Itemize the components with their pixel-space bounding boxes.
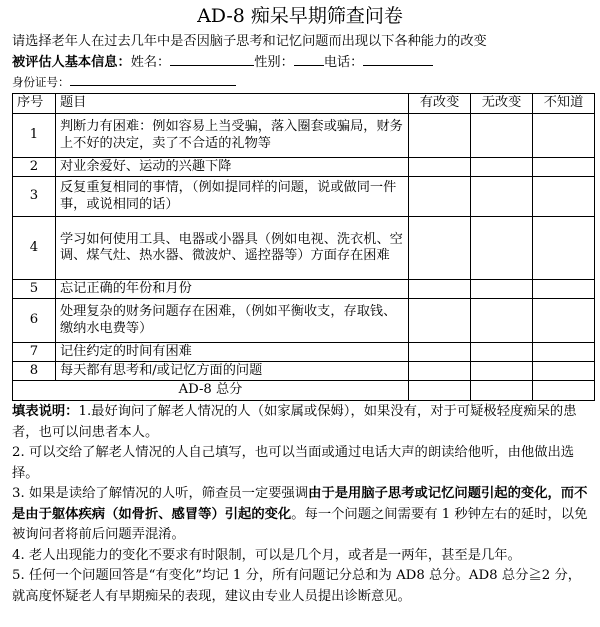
answer-unchanged-cell[interactable]	[471, 177, 533, 217]
basic-info-line	[12, 52, 433, 72]
answer-unknown-cell[interactable]	[533, 114, 595, 158]
table-row	[13, 299, 595, 343]
row-question: 记住约定的时间有困难	[56, 343, 409, 362]
answer-unchanged-cell[interactable]	[471, 299, 533, 343]
row-num: 2	[13, 158, 56, 177]
header-num: 序号	[13, 94, 56, 114]
row-num: 5	[13, 280, 56, 299]
row-question: 忘记正确的年份和月份	[56, 280, 409, 299]
table-row	[13, 217, 595, 280]
row-question: 处理复杂的财务问题存在困难，（例如平衡收支，存取钱、缴纳水电费等）	[56, 299, 409, 343]
header-question: 题目	[56, 94, 409, 114]
answer-unchanged-cell[interactable]	[471, 362, 533, 381]
total-row	[13, 381, 595, 401]
header-changed: 有改变	[409, 94, 471, 114]
notes-heading: 填表说明：	[12, 404, 79, 419]
header-unknown: 不知道	[533, 94, 595, 114]
row-num: 4	[13, 217, 56, 280]
row-num: 1	[13, 114, 56, 158]
answer-unchanged-cell[interactable]	[471, 343, 533, 362]
note-5: 5. 任何一个问题回答是“有变化”均记 1 分，所有问题记分总和为 AD8 总分。AD8 总分≧2 分，就高度怀疑老人有早期痴呆的表现，建议由专业人员提出诊断意见。	[12, 568, 582, 604]
row-num: 6	[13, 299, 56, 343]
answer-unknown-cell[interactable]	[533, 158, 595, 177]
total-unknown-cell[interactable]	[533, 381, 595, 401]
row-question: 反复重复相同的事情，（例如提同样的问题，说或做同一件事，或说相同的话）	[56, 177, 409, 217]
answer-changed-cell[interactable]	[409, 299, 471, 343]
answer-unknown-cell[interactable]	[533, 343, 595, 362]
note-4: 4. 老人出现能力的变化不要求有时限制，可以是几个月，或者是一两年，甚至是几年。	[12, 547, 521, 563]
id-label: 身份证号：	[12, 75, 70, 89]
row-question: 每天都有思考和/或记忆方面的问题	[56, 362, 409, 381]
name-label: 姓名：	[130, 55, 171, 70]
answer-unchanged-cell[interactable]	[471, 280, 533, 299]
phone-label: 电话：	[323, 55, 364, 70]
basic-info-label: 被评估人基本信息：	[12, 55, 131, 70]
answer-changed-cell[interactable]	[409, 177, 471, 217]
note-3-emphasis: 由于是用脑子思考或记忆问题引起的变化，而不是由于躯体疾病（如骨折、感冒等）引起的变化	[12, 486, 588, 522]
gender-field[interactable]	[294, 52, 324, 66]
name-field[interactable]	[170, 52, 254, 66]
row-num: 8	[13, 362, 56, 381]
questionnaire-table	[12, 93, 595, 401]
phone-field[interactable]	[363, 52, 433, 66]
table-row	[13, 343, 595, 362]
answer-unchanged-cell[interactable]	[471, 158, 533, 177]
instructions	[12, 402, 590, 607]
answer-changed-cell[interactable]	[409, 158, 471, 177]
total-label: AD-8 总分	[13, 381, 409, 401]
id-line	[12, 73, 236, 91]
table-row	[13, 114, 595, 158]
note-1-text: 1.最好询问了解老人情况的人（如家属或保姆），如果没有，对于可疑极轻度痴呆的患者，也可以问患者本人。	[12, 404, 577, 440]
answer-unknown-cell[interactable]	[533, 280, 595, 299]
table-row	[13, 177, 595, 217]
answer-changed-cell[interactable]	[409, 114, 471, 158]
page-title: AD-8 痴呆早期筛查问卷	[197, 5, 403, 27]
intro-text: 请选择老年人在过去几年中是否因脑子思考和记忆问题而出现以下各种能力的改变	[12, 34, 487, 49]
note-3-start: 3. 如果是读给了解情况的人听，筛查员一定要强调	[12, 486, 309, 501]
row-question: 判断力有困难：例如容易上当受骗，落入圈套或骗局，财务上不好的决定，卖了不合适的礼物等	[56, 114, 409, 158]
table-row	[13, 158, 595, 177]
note-3	[12, 484, 590, 546]
header-unchanged: 无改变	[471, 94, 533, 114]
id-field[interactable]	[70, 75, 236, 86]
answer-changed-cell[interactable]	[409, 280, 471, 299]
answer-unknown-cell[interactable]	[533, 362, 595, 381]
note-1	[12, 402, 590, 443]
table-row	[13, 362, 595, 381]
answer-unknown-cell[interactable]	[533, 177, 595, 217]
row-num: 7	[13, 343, 56, 362]
row-question: 对业余爱好、运动的兴趣下降	[56, 158, 409, 177]
table-header-row	[13, 94, 595, 114]
note-2: 2. 可以交给了解老人情况的人自己填写，也可以当面或通过电话大声的朗读给他听，由他做出选择。	[12, 445, 575, 481]
row-question: 学习如何使用工具、电器或小器具（例如电视、洗衣机、空调、煤气灶、热水器、微波炉、遥控器等）方面存在困难	[56, 217, 409, 280]
answer-unchanged-cell[interactable]	[471, 217, 533, 280]
answer-changed-cell[interactable]	[409, 343, 471, 362]
gender-label: 性别：	[254, 55, 294, 70]
total-changed-cell[interactable]	[409, 381, 471, 401]
answer-unchanged-cell[interactable]	[471, 114, 533, 158]
row-num: 3	[13, 177, 56, 217]
answer-changed-cell[interactable]	[409, 362, 471, 381]
note-3-end: 。每一个问题之间需要有 1 秒钟左右的延时，以免被询问者将前后问题弄混淆。	[12, 506, 588, 542]
answer-unknown-cell[interactable]	[533, 299, 595, 343]
total-unchanged-cell[interactable]	[471, 381, 533, 401]
table-row	[13, 280, 595, 299]
answer-unknown-cell[interactable]	[533, 217, 595, 280]
answer-changed-cell[interactable]	[409, 217, 471, 280]
